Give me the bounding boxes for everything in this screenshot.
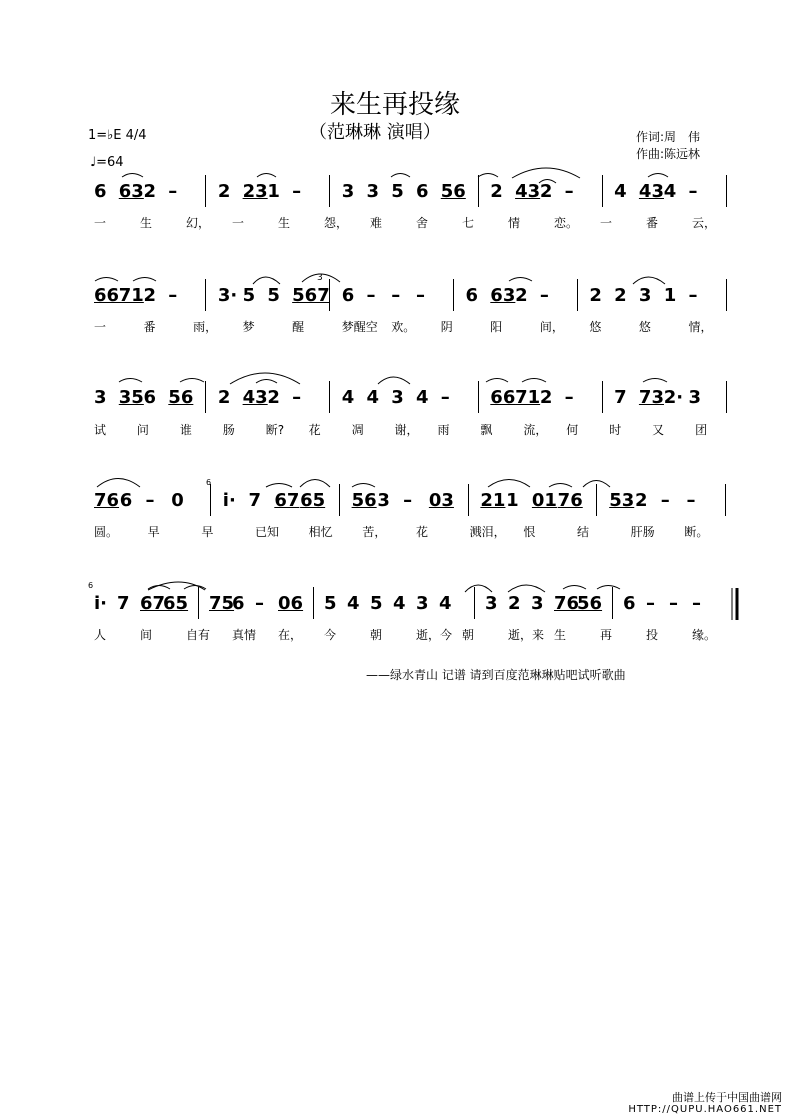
lyricist-credit: 作词:周 伟 [636,130,701,144]
note: – [440,387,450,408]
note: – [255,593,264,614]
note: 4 [393,593,406,614]
lyric-syllable: 早 [201,525,214,539]
lyric-syllable: 朝 [462,628,475,642]
tie [539,180,556,184]
note: 56 [577,593,603,614]
lyric-syllable: 在， [278,628,303,642]
note: 4 [416,387,429,408]
lyric-syllable: 雨， [193,320,218,334]
lyric-syllable: 悠 [589,320,602,334]
lyric-syllable: 醒 [292,320,305,334]
tie [133,278,156,282]
lyric-syllable: 今 [324,628,337,642]
note: – [168,181,178,202]
note: 4 [341,387,355,408]
lyric-syllable: 欢。 [391,320,416,334]
lyric-syllable: 又 [652,423,665,437]
note: 76 [554,593,580,614]
note: 7 [117,593,130,614]
note: 43 [242,387,268,408]
slur [97,479,140,488]
note: 2 [217,387,231,408]
note: 3 [531,593,544,614]
note: 2 [143,181,157,202]
note: 6 [119,490,133,511]
lyric-syllable: 生 [278,216,291,230]
note: 3 [638,285,652,306]
lyric-syllable: 缘。 [692,628,717,642]
note: 2 [267,387,280,408]
note: 2 [515,285,528,306]
lyric-syllable: 情 [508,216,521,230]
lyric-syllable: 怨， [324,216,349,230]
note: 3 [688,387,701,408]
lyric-syllable: 雨 [437,423,450,437]
note: 4 [366,387,379,408]
tie [597,586,620,590]
note: 35 [118,387,144,408]
note: – [686,490,696,511]
lyric-syllable: 真情 [232,628,257,642]
note: 23 [242,181,268,202]
note: 2 [143,285,157,306]
lyric-syllable: 断。 [684,525,709,539]
note: 06 [278,593,304,614]
note: – [391,285,401,306]
note: – [660,490,670,511]
note: i· [222,490,236,511]
note: – [688,285,698,306]
tie [257,174,276,178]
lyric-syllable: 一 [94,216,107,230]
note: – [168,285,178,306]
note: 1 [267,181,280,202]
lyric-syllable: 云， [692,216,717,230]
grace-note: 6 [88,581,94,590]
lyric-syllable: 阴 [440,320,453,334]
note: 56 [351,490,377,511]
slur [583,481,610,488]
lyric-syllable: 结 [577,525,590,539]
note: 5 [324,593,337,614]
lyric-syllable: 投 [646,628,659,642]
lyric-syllable: 凋 [351,423,364,437]
lyric-syllable: 花 [308,423,321,437]
song-title: 来生再投缘 [329,90,460,120]
tempo-value: =64 [96,155,124,170]
tie [478,174,498,178]
note: – [403,490,413,511]
note: 2 [539,387,553,408]
lyric-syllable: 难 [370,216,383,230]
note: – [564,181,574,202]
note: 53 [609,490,635,511]
note: 1 [663,285,677,306]
slur [508,585,545,592]
slur [633,277,665,284]
note: 6 [232,593,245,614]
note: 2 [539,181,553,202]
site-url-watermark: HTTP://QUPU.HAO661.NET [628,1104,782,1115]
lyric-syllable: 间， [539,320,564,334]
note: 67 [274,490,300,511]
note: 6 [341,285,355,306]
singer-credit: （范琳琳 演唱） [309,122,441,143]
note: – [292,181,302,202]
tie [256,380,277,384]
lyric-syllable: 人 [94,628,107,642]
note: – [646,593,655,614]
lyric-syllable: 谢， [394,423,419,437]
note: 2 [490,181,503,202]
lyric-syllable: 相忆 [308,525,333,539]
key-signature: 1=♭E 4/4 [88,128,147,143]
lyric-syllable: 悠 [638,320,651,334]
lyric-syllable: 舍 [416,216,429,230]
lyric-syllable: 试 [94,423,107,437]
lyric-syllable: 一 [600,216,613,230]
lyric-syllable: 七 [462,216,475,230]
note: 21 [480,490,506,511]
note: 43 [638,181,664,202]
slur [488,480,530,488]
note: 5 [242,285,256,306]
slur [300,480,330,488]
note: – [688,181,698,202]
note: 63 [118,181,144,202]
lyric-syllable: 问 [136,423,149,437]
note: – [292,387,302,408]
tie [486,379,508,383]
lyric-syllable: 断? [265,423,285,437]
lyric-syllable: 已知 [255,525,280,539]
note: 4 [439,593,452,614]
note: 3 [391,387,404,408]
note: 7 [248,490,262,511]
note: 65 [163,593,189,614]
note: 3 [416,593,429,614]
lyric-syllable: 梦醒空 [341,320,378,334]
lyric-syllable: 恨 [523,525,536,539]
tie [180,379,204,383]
note: 66 [94,285,120,306]
lyric-syllable: 飘 [480,423,493,437]
note: 2 [508,593,521,614]
note: 7 [614,387,627,408]
note: 56 [440,181,466,202]
slur [378,377,410,384]
note: 5 [267,285,280,306]
tie [648,174,668,178]
lyric-syllable: 自有 [186,628,211,642]
lyric-syllable: 恋。 [554,216,579,230]
note: 71 [515,387,541,408]
lyric-syllable: 番 [646,216,659,230]
note: 6 [465,285,479,306]
lyric-syllable: 朝 [370,628,383,642]
lyric-syllable: 番 [143,320,156,334]
note: – [366,285,376,306]
lyric-syllable: 逝，今 [416,628,453,642]
note: 1 [506,490,519,511]
lyric-syllable: 团 [695,423,708,437]
grace-note: 6 [206,478,212,487]
note: 0 [171,490,184,511]
lyric-syllable: 苦， [362,525,387,539]
composer-credit: 作曲:陈远林 [636,147,701,161]
note: 5 [370,593,383,614]
lyric-syllable: 流， [523,423,548,437]
slur [253,277,280,284]
slur [512,168,580,178]
note: 6 [94,181,107,202]
note: 03 [428,490,454,511]
note: 6 [416,181,429,202]
lyric-syllable: 谁 [179,423,192,437]
lyric-syllable: 花 [416,525,429,539]
note: 6 [623,593,636,614]
note: 5 [391,181,404,202]
lyric-syllable: 时 [609,423,622,437]
lyric-syllable: 逝，来 [508,628,545,642]
note: 67 [140,593,166,614]
note: 01 [531,490,557,511]
note: 76 [94,490,120,511]
tie [522,379,546,383]
note: 56 [168,387,194,408]
lyric-syllable: 生 [554,628,567,642]
tie [122,174,143,178]
lyric-syllable: 何 [566,423,579,437]
lyric-syllable: 一 [232,216,245,230]
lyric-syllable: 梦 [242,320,255,334]
note: 71 [118,285,144,306]
note: 3 [94,387,107,408]
note: 73 [638,387,664,408]
lyric-syllable: 一 [94,320,107,334]
note: 567 [292,285,330,306]
tie [119,379,142,383]
transcriber-note: ——绿水青山 记谱 请到百度范琳琳贴吧试听歌曲 [366,668,626,682]
tie [266,484,292,488]
note: 63 [490,285,516,306]
site-watermark: 曲谱上传于中国曲谱网 [672,1091,782,1104]
lyric-syllable: 肠 [222,423,235,437]
lyric-syllable: 幻， [186,216,211,230]
lyric-syllable: 圆。 [94,525,119,539]
lyric-syllable: 早 [147,525,160,539]
lyric-syllable: 溅泪， [469,525,506,539]
tie [352,484,375,488]
note: – [692,593,701,614]
tie [563,586,586,590]
note: 43 [515,181,541,202]
note: 3 [366,181,379,202]
note: 2 [614,285,627,306]
triplet-mark: 3 [317,273,323,283]
note: 65 [300,490,326,511]
note: 75 [209,593,235,614]
tie [549,484,572,488]
lyric-syllable: 阳 [490,320,503,334]
note: 4 [347,593,360,614]
note: 3 [341,181,355,202]
note: – [564,387,574,408]
tie [643,379,667,383]
note: i· [94,593,108,614]
note: 3· [217,285,238,306]
quarter-note-icon: ♩ [90,155,97,170]
note: 2 [634,490,648,511]
tie [95,278,118,282]
note: 2 [589,285,602,306]
tie [391,174,410,178]
slur [230,373,300,384]
note: – [145,490,155,511]
note: 4 [663,181,677,202]
lyric-syllable: 再 [600,628,613,642]
lyric-syllable: 生 [140,216,153,230]
note: – [416,285,425,306]
note: – [669,593,678,614]
note: 3 [485,593,498,614]
lyric-syllable: 肝肠 [630,525,655,539]
lyric-syllable: 情， [688,320,713,334]
slur [465,585,492,592]
note: 2 [217,181,231,202]
note: 2· [663,387,684,408]
note: 76 [557,490,583,511]
tie [509,278,532,282]
note: 6 [143,387,157,408]
note: 66 [490,387,516,408]
note: 4 [614,181,627,202]
note: 3 [377,490,390,511]
lyric-syllable: 间 [140,628,153,642]
note: – [539,285,549,306]
